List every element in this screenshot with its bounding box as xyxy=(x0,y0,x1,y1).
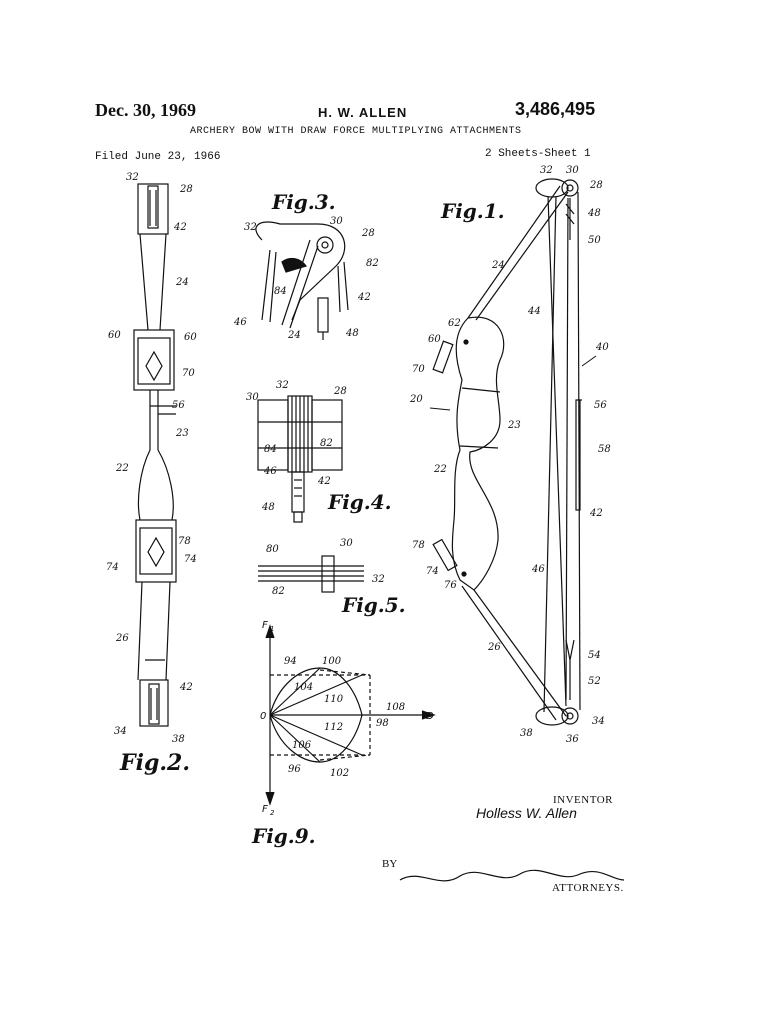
fig-2-caption: Fig.2. xyxy=(120,750,190,776)
ref-fig1-32: 32 xyxy=(540,165,553,176)
patent-number: 3,486,495 xyxy=(515,99,596,119)
ref-fig9-102: 102 xyxy=(330,768,350,779)
ref-fig1-22: 22 xyxy=(434,464,447,475)
ref-fig9-100: 100 xyxy=(322,656,342,667)
ref-fig1-24: 24 xyxy=(492,260,505,271)
patent-title: ARCHERY BOW WITH DRAW FORCE MULTIPLYING ATTACHMENTS xyxy=(190,126,522,137)
ref-fig3-30: 30 xyxy=(330,216,343,227)
ref-fig4-84: 84 xyxy=(264,444,277,455)
ref-fig2-24: 24 xyxy=(176,277,189,288)
ref-fig1-20: 20 xyxy=(410,394,423,405)
ref-fig4-42: 42 xyxy=(318,476,331,487)
ref-fig1-62: 62 xyxy=(448,318,461,329)
ref-fig1-34: 34 xyxy=(592,716,605,727)
ref-fig1-38: 38 xyxy=(520,728,533,739)
attorneys-label: ATTORNEYS. xyxy=(552,882,624,894)
ref-fig1-54: 54 xyxy=(588,650,601,661)
axis-label-f1: F xyxy=(262,620,268,631)
filed-date: Filed June 23, 1966 xyxy=(95,151,221,163)
ref-fig4-46: 46 xyxy=(264,466,277,477)
ref-fig1-60: 60 xyxy=(428,334,441,345)
ref-fig4-32: 32 xyxy=(276,380,289,391)
ref-fig9-110: 110 xyxy=(324,694,344,705)
fig-5-caption: Fig.5. xyxy=(342,593,406,617)
fig-2-drawing xyxy=(134,184,176,726)
ref-fig2-42: 42 xyxy=(174,222,187,233)
fig-9-caption: Fig.9. xyxy=(252,824,316,848)
ref-fig1-42: 42 xyxy=(590,508,603,519)
ref-fig3-46: 46 xyxy=(234,317,247,328)
ref-fig3-24: 24 xyxy=(288,330,301,341)
ref-fig9-94: 94 xyxy=(284,656,297,667)
ref-fig1-56: 56 xyxy=(594,400,607,411)
ref-fig4-30: 30 xyxy=(246,392,259,403)
fig-9-drawing xyxy=(266,626,434,804)
by-label: BY xyxy=(382,858,398,870)
ref-fig5-32: 32 xyxy=(372,574,385,585)
ref-fig5-82: 82 xyxy=(272,586,285,597)
ref-fig9-106: 106 xyxy=(292,740,312,751)
ref-fig2-74a: 74 xyxy=(106,562,119,573)
inventor-name: Holless W. Allen xyxy=(476,805,577,821)
ref-fig3-84: 84 xyxy=(274,286,287,297)
fig-3-drawing xyxy=(256,222,348,340)
ref-fig9-108: 108 xyxy=(386,702,406,713)
ref-fig2-28: 28 xyxy=(180,184,193,195)
ref-fig2-56: 56 xyxy=(172,400,185,411)
ref-fig2-60a: 60 xyxy=(108,330,121,341)
ref-fig1-58: 58 xyxy=(598,444,611,455)
axis-label-d: D xyxy=(426,711,434,722)
ref-fig2-42b: 42 xyxy=(180,682,193,693)
ref-fig1-50: 50 xyxy=(588,235,601,246)
ref-fig2-23: 23 xyxy=(176,428,189,439)
ref-fig4-28: 28 xyxy=(334,386,347,397)
fig-4-caption: Fig.4. xyxy=(328,490,392,514)
ref-fig2-22: 22 xyxy=(116,463,129,474)
ref-fig2-26: 26 xyxy=(116,633,129,644)
fig-1-drawing xyxy=(433,179,582,725)
inventor-header: H. W. ALLEN xyxy=(318,105,408,120)
ref-fig1-70: 70 xyxy=(412,364,425,375)
axis-label-f2-sub: 2 xyxy=(270,809,275,817)
ref-fig1-30: 30 xyxy=(566,165,579,176)
ref-fig2-74b: 74 xyxy=(184,554,197,565)
ref-fig9-112: 112 xyxy=(324,722,344,733)
ref-fig1-76: 76 xyxy=(444,580,457,591)
ref-fig4-82: 82 xyxy=(320,438,333,449)
ref-fig1-36: 36 xyxy=(566,734,579,745)
ref-fig5-80: 80 xyxy=(266,544,279,555)
ref-fig3-82: 82 xyxy=(366,258,379,269)
ref-fig2-60b: 60 xyxy=(184,332,197,343)
ref-fig2-32: 32 xyxy=(126,172,139,183)
ref-fig3-28: 28 xyxy=(362,228,375,239)
ref-fig1-28: 28 xyxy=(590,180,603,191)
ref-fig1-46: 46 xyxy=(532,564,545,575)
ref-fig1-40: 40 xyxy=(596,342,609,353)
ref-fig1-44: 44 xyxy=(528,306,541,317)
ref-fig1-52: 52 xyxy=(588,676,601,687)
ref-fig3-48: 48 xyxy=(346,328,359,339)
sheet-count: 2 Sheets-Sheet 1 xyxy=(485,148,591,160)
axis-label-origin: 0 xyxy=(260,711,267,722)
fig-1-caption: Fig.1. xyxy=(441,199,505,223)
ref-fig3-42: 42 xyxy=(358,292,371,303)
ref-fig5-30: 30 xyxy=(340,538,353,549)
ref-fig9-98: 98 xyxy=(376,718,389,729)
ref-fig1-74: 74 xyxy=(426,566,439,577)
ref-fig2-38: 38 xyxy=(172,734,185,745)
ref-fig1-78: 78 xyxy=(412,540,425,551)
inventor-label: INVENTOR xyxy=(553,794,614,806)
attorneys-signature-scribble xyxy=(400,870,624,881)
axis-label-f1-sub: 1 xyxy=(270,625,275,633)
ref-fig2-70: 70 xyxy=(182,368,195,379)
ref-fig2-78: 78 xyxy=(178,536,191,547)
ref-fig9-104: 104 xyxy=(294,682,314,693)
ref-fig3-32: 32 xyxy=(244,222,257,233)
patent-date: Dec. 30, 1969 xyxy=(95,100,196,120)
axis-label-f2: F xyxy=(262,804,268,815)
fig-3-caption: Fig.3. xyxy=(272,190,336,214)
ref-fig2-34: 34 xyxy=(114,726,127,737)
ref-fig4-48: 48 xyxy=(262,502,275,513)
ref-fig1-26: 26 xyxy=(488,642,501,653)
ref-fig9-96: 96 xyxy=(288,764,301,775)
ref-fig1-23: 23 xyxy=(508,420,521,431)
ref-fig1-48: 48 xyxy=(588,208,601,219)
